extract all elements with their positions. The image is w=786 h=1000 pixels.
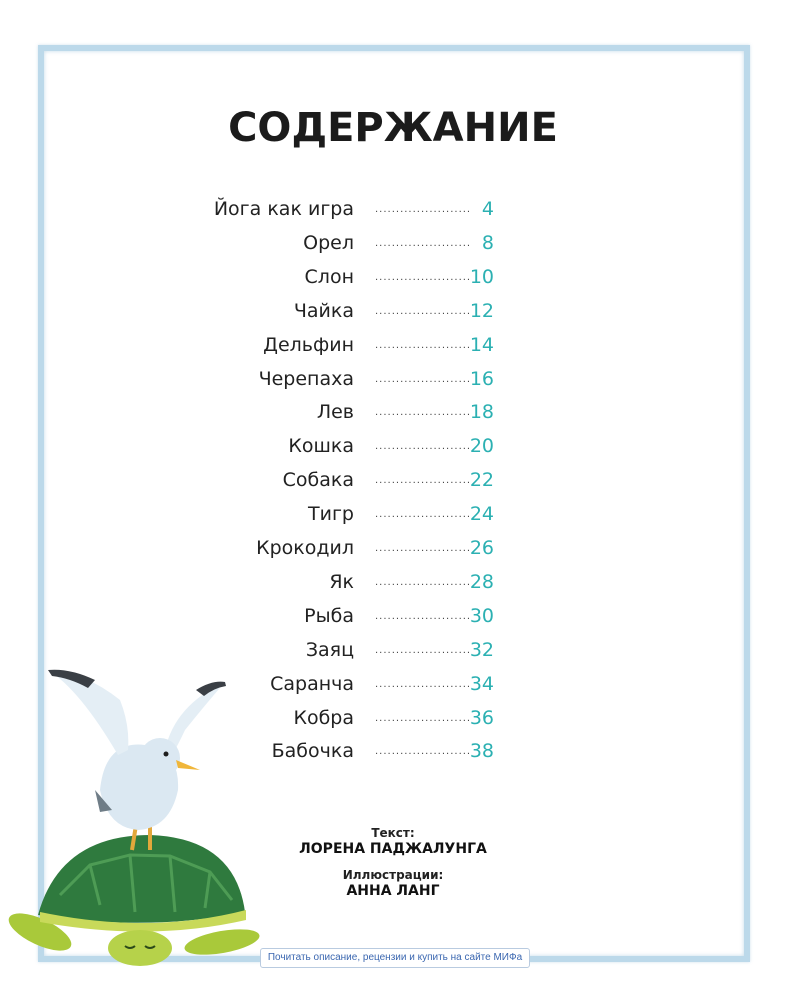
toc-row: [0, 500, 786, 530]
toc-label: Йога как игра: [213, 198, 354, 220]
illustrator-name: АННА ЛАНГ: [346, 883, 440, 899]
toc-page-number: 22: [469, 469, 494, 491]
toc-leader-dots: .......................: [375, 577, 472, 588]
credit-role-label: Иллюстрации:: [342, 868, 444, 882]
toc-label: Заяц: [305, 639, 354, 661]
page-title: СОДЕРЖАНИЕ: [228, 105, 558, 151]
toc-page-number: 18: [469, 401, 494, 423]
toc-page-number: 14: [469, 334, 494, 356]
toc-label: Саранча: [270, 673, 354, 695]
toc-leader-dots: .......................: [375, 204, 472, 215]
toc-leader-dots: .......................: [375, 475, 472, 486]
turtle-head-icon: [108, 930, 172, 966]
toc-row: [0, 331, 786, 361]
toc-leader-dots: .......................: [375, 746, 472, 757]
toc-leader-dots: .......................: [375, 374, 472, 385]
toc-label: Собака: [282, 469, 354, 491]
toc-row: [0, 263, 786, 293]
toc-leader-dots: .......................: [375, 611, 472, 622]
toc-leader-dots: .......................: [375, 340, 472, 351]
author-name: ЛОРЕНА ПАДЖАЛУНГА: [299, 841, 487, 857]
toc-label: Крокодил: [256, 537, 354, 559]
toc-row: [0, 534, 786, 564]
toc-page-number: 34: [469, 673, 494, 695]
seagull-on-turtle-illustration: [0, 650, 290, 980]
toc-label: Тигр: [308, 503, 354, 525]
toc-row: [0, 466, 786, 496]
toc-leader-dots: .......................: [375, 272, 472, 283]
toc-leader-dots: .......................: [375, 407, 472, 418]
toc-page-number: 16: [469, 368, 494, 390]
toc-row: [0, 568, 786, 598]
toc-page-number: 30: [469, 605, 494, 627]
toc-label: Орел: [303, 232, 354, 254]
toc-page-number: 32: [469, 639, 494, 661]
toc-row: [0, 432, 786, 462]
toc-row: [0, 398, 786, 428]
toc-leader-dots: .......................: [375, 509, 472, 520]
credit-role-label: Текст:: [371, 826, 415, 840]
toc-label: Дельфин: [263, 334, 354, 356]
toc-page-number: 4: [481, 198, 494, 220]
turtle-flipper-icon: [183, 925, 262, 960]
toc-page-number: 38: [469, 740, 494, 762]
toc-label: Черепаха: [258, 368, 354, 390]
toc-page-number: 12: [469, 300, 494, 322]
toc-page-number: 24: [469, 503, 494, 525]
toc-leader-dots: .......................: [375, 543, 472, 554]
toc-page-number: 10: [469, 266, 494, 288]
toc-label: Чайка: [293, 300, 354, 322]
toc-page-number: 36: [469, 707, 494, 729]
toc-label: Кобра: [293, 707, 354, 729]
toc-page-number: 26: [469, 537, 494, 559]
toc-leader-dots: .......................: [375, 306, 472, 317]
toc-leader-dots: .......................: [375, 713, 472, 724]
toc-label: Рыба: [304, 605, 354, 627]
toc-leader-dots: .......................: [375, 441, 472, 452]
toc-label: Лев: [316, 401, 354, 423]
store-link[interactable]: Почитать описание, рецензии и купить на сайте МИФа: [260, 948, 530, 968]
toc-row: [0, 229, 786, 259]
toc-row: [0, 365, 786, 395]
toc-label: Як: [329, 571, 354, 593]
toc-page-number: 28: [469, 571, 494, 593]
toc-label: Кошка: [288, 435, 354, 457]
toc-label: Слон: [304, 266, 354, 288]
toc-row: [0, 297, 786, 327]
toc-leader-dots: .......................: [375, 238, 472, 249]
toc-page-number: 8: [481, 232, 494, 254]
toc-label: Бабочка: [271, 740, 354, 762]
toc-row: [0, 602, 786, 632]
toc-leader-dots: .......................: [375, 679, 472, 690]
toc-row: [0, 195, 786, 225]
toc-leader-dots: .......................: [375, 645, 472, 656]
toc-page-number: 20: [469, 435, 494, 457]
